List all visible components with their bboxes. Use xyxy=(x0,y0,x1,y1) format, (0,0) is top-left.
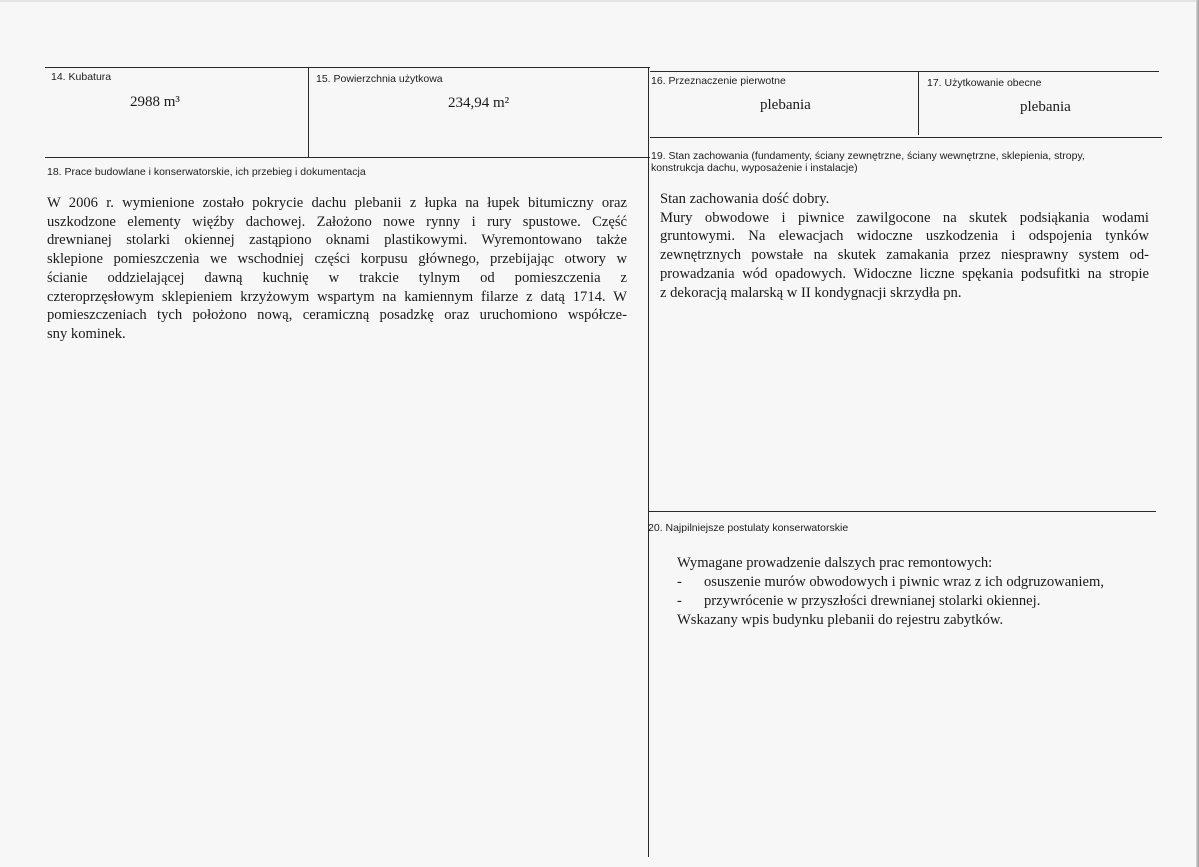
powierzchnia-label: 15. Powierzchnia użytkowa xyxy=(316,73,443,85)
kubatura-value: 2988 m³ xyxy=(130,94,180,110)
stan-line: prowadzania wód opadowych. Widoczne liczne spękania podsufitki na stropie xyxy=(660,265,1149,282)
prace-line: uszkodzone elementy więźby dachowej. Założono nowe rynny i rury spustowe. Część xyxy=(47,213,627,230)
prace-line: ścianie oddzielającej dawną kuchnię w trakcie tylnym od pomieszczenia z xyxy=(47,269,627,286)
rule-above-20 xyxy=(648,511,1156,512)
prace-line: W 2006 r. wymienione zostało pokrycie dachu plebanii z łupka na łupek bitumiczny oraz xyxy=(47,195,627,211)
przeznaczenie-value: plebania xyxy=(760,97,811,113)
divider-14-15 xyxy=(308,68,309,157)
stan-text xyxy=(660,190,1149,302)
stan-line: Mury obwodowe i piwnice zawilgocone na skutek podsiąkania wodami xyxy=(660,209,1149,226)
kubatura-label: 14. Kubatura xyxy=(51,71,112,83)
stan-line: z dekoracją malarską w II kondygnacji skrzydła pn. xyxy=(660,284,962,301)
postulaty-intro: Wymagane prowadzenie dalszych prac remontowych: xyxy=(677,555,993,571)
page-top-edge xyxy=(0,0,1199,2)
postulaty-closing: Wskazany wpis budynku plebanii do rejestru zabytków. xyxy=(677,612,1004,629)
uzytkowanie-label: 17. Użytkowanie obecne xyxy=(927,77,1042,89)
uzytkowanie-value: plebania xyxy=(1020,99,1071,115)
prace-text xyxy=(47,194,627,344)
postulaty-item xyxy=(677,573,1147,592)
prace-line: czteroprzęsłowym sklepieniem krzyżowym wspartym na kamiennym filarze z datą 1714. W xyxy=(47,288,627,305)
rule-above-19 xyxy=(650,137,1162,138)
list-dash: - xyxy=(677,573,682,590)
prace-line: pomieszczeniach tych położono nową, ceramiczną posadzkę oraz uruchomiono współcze- xyxy=(47,307,627,324)
prace-line: sklepione pomieszczenia we wschodniej części korpusu głównego, przebijając otwory w xyxy=(47,251,627,268)
stan-line: gruntowymi. Na elewacjach widoczne uszkodzenia i odspojenia tynków xyxy=(660,228,1149,245)
divider-16-17 xyxy=(918,72,919,135)
powierzchnia-value: 234,94 m² xyxy=(448,95,510,111)
stan-line: Stan zachowania dość dobry. xyxy=(660,191,830,207)
prace-label: 18. Prace budowlane i konserwatorskie, ich przebieg i dokumentacja xyxy=(47,166,366,178)
przeznaczenie-label: 16. Przeznaczenie pierwotne xyxy=(651,75,786,87)
postulaty-item xyxy=(677,592,1147,611)
top-rule-left xyxy=(45,67,650,68)
stan-label: 19. Stan zachowania (fundamenty, ściany zewnętrzne, ściany wewnętrzne, sklepienia, stropy, konstrukcja dachu, wyposażenie i instalacje) xyxy=(651,150,1085,174)
prace-line: sny kominek. xyxy=(47,325,126,342)
postulaty-label: 20. Najpilniejsze postulaty konserwatorskie xyxy=(648,522,849,534)
prace-line: drewnianej stolarki okiennej zastąpiono oknami plastikowymi. Wyremontowano także xyxy=(47,232,627,249)
divider-main xyxy=(648,68,649,857)
stan-line: zewnętrznych powstałe na skutek zamakania przez niesprawny system od- xyxy=(660,247,1149,264)
postulaty-text xyxy=(677,554,1147,630)
list-dash: - xyxy=(677,593,682,610)
rule-above-18 xyxy=(45,157,650,158)
postulaty-item-text: przywrócenie w przyszłości drewnianej stolarki okiennej. xyxy=(704,593,1041,610)
top-rule-right xyxy=(650,71,1159,72)
postulaty-item-text: osuszenie murów obwodowych i piwnic wraz z ich odgruzowaniem, xyxy=(704,573,1105,590)
